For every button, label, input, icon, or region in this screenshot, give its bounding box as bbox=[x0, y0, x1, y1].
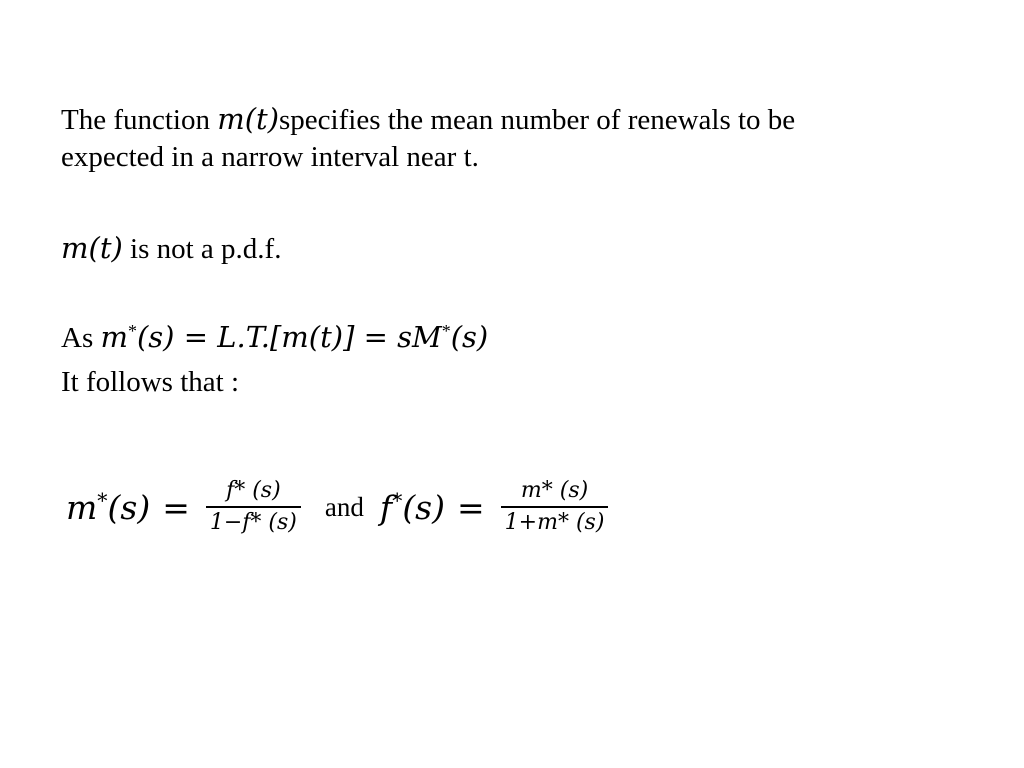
superscript-star: * bbox=[97, 488, 108, 513]
math-m: m bbox=[66, 487, 98, 527]
math-m-of-t: m(t) bbox=[217, 102, 280, 136]
math-m: m bbox=[100, 320, 128, 354]
formula-lhs-2 bbox=[380, 488, 445, 527]
equals-sign: = bbox=[162, 487, 190, 527]
fraction-1-numerator: f* (s) bbox=[226, 478, 281, 503]
math-m-of-t: m(t) bbox=[61, 231, 123, 265]
math-paren-s: (s) bbox=[107, 487, 151, 527]
math-expression-end: (s) bbox=[450, 320, 489, 354]
fraction-2-denominator: 1+m* (s) bbox=[504, 510, 605, 535]
superscript-star: * bbox=[392, 488, 403, 513]
paragraph-1-line-2: expected in a narrow interval near t. bbox=[61, 141, 479, 173]
text: As bbox=[61, 322, 101, 354]
superscript-star: * bbox=[441, 321, 451, 342]
fraction-2 bbox=[501, 476, 609, 538]
text: The function bbox=[61, 104, 218, 136]
fraction-1-denominator: 1−f* (s) bbox=[209, 510, 297, 535]
formula-row bbox=[66, 462, 612, 552]
paragraph-1-line-1 bbox=[61, 100, 795, 139]
equals-sign: = bbox=[457, 487, 485, 527]
formula-lhs-1 bbox=[66, 488, 150, 527]
math-f: f bbox=[379, 487, 393, 527]
superscript-star: * bbox=[127, 321, 137, 342]
fraction-2-numerator: m* (s) bbox=[520, 478, 589, 503]
math-expression: (s) = L.T.[m(t)] = sM bbox=[136, 320, 442, 354]
paragraph-2 bbox=[61, 229, 281, 268]
text: specifies the mean number of renewals to be bbox=[279, 104, 796, 136]
math-paren-s: (s) bbox=[402, 487, 445, 527]
paragraph-3 bbox=[61, 318, 488, 357]
text: is not a p.d.f. bbox=[122, 233, 282, 265]
fraction-1 bbox=[206, 476, 301, 538]
and-word: and bbox=[324, 491, 364, 522]
paragraph-4: It follows that : bbox=[61, 366, 240, 398]
